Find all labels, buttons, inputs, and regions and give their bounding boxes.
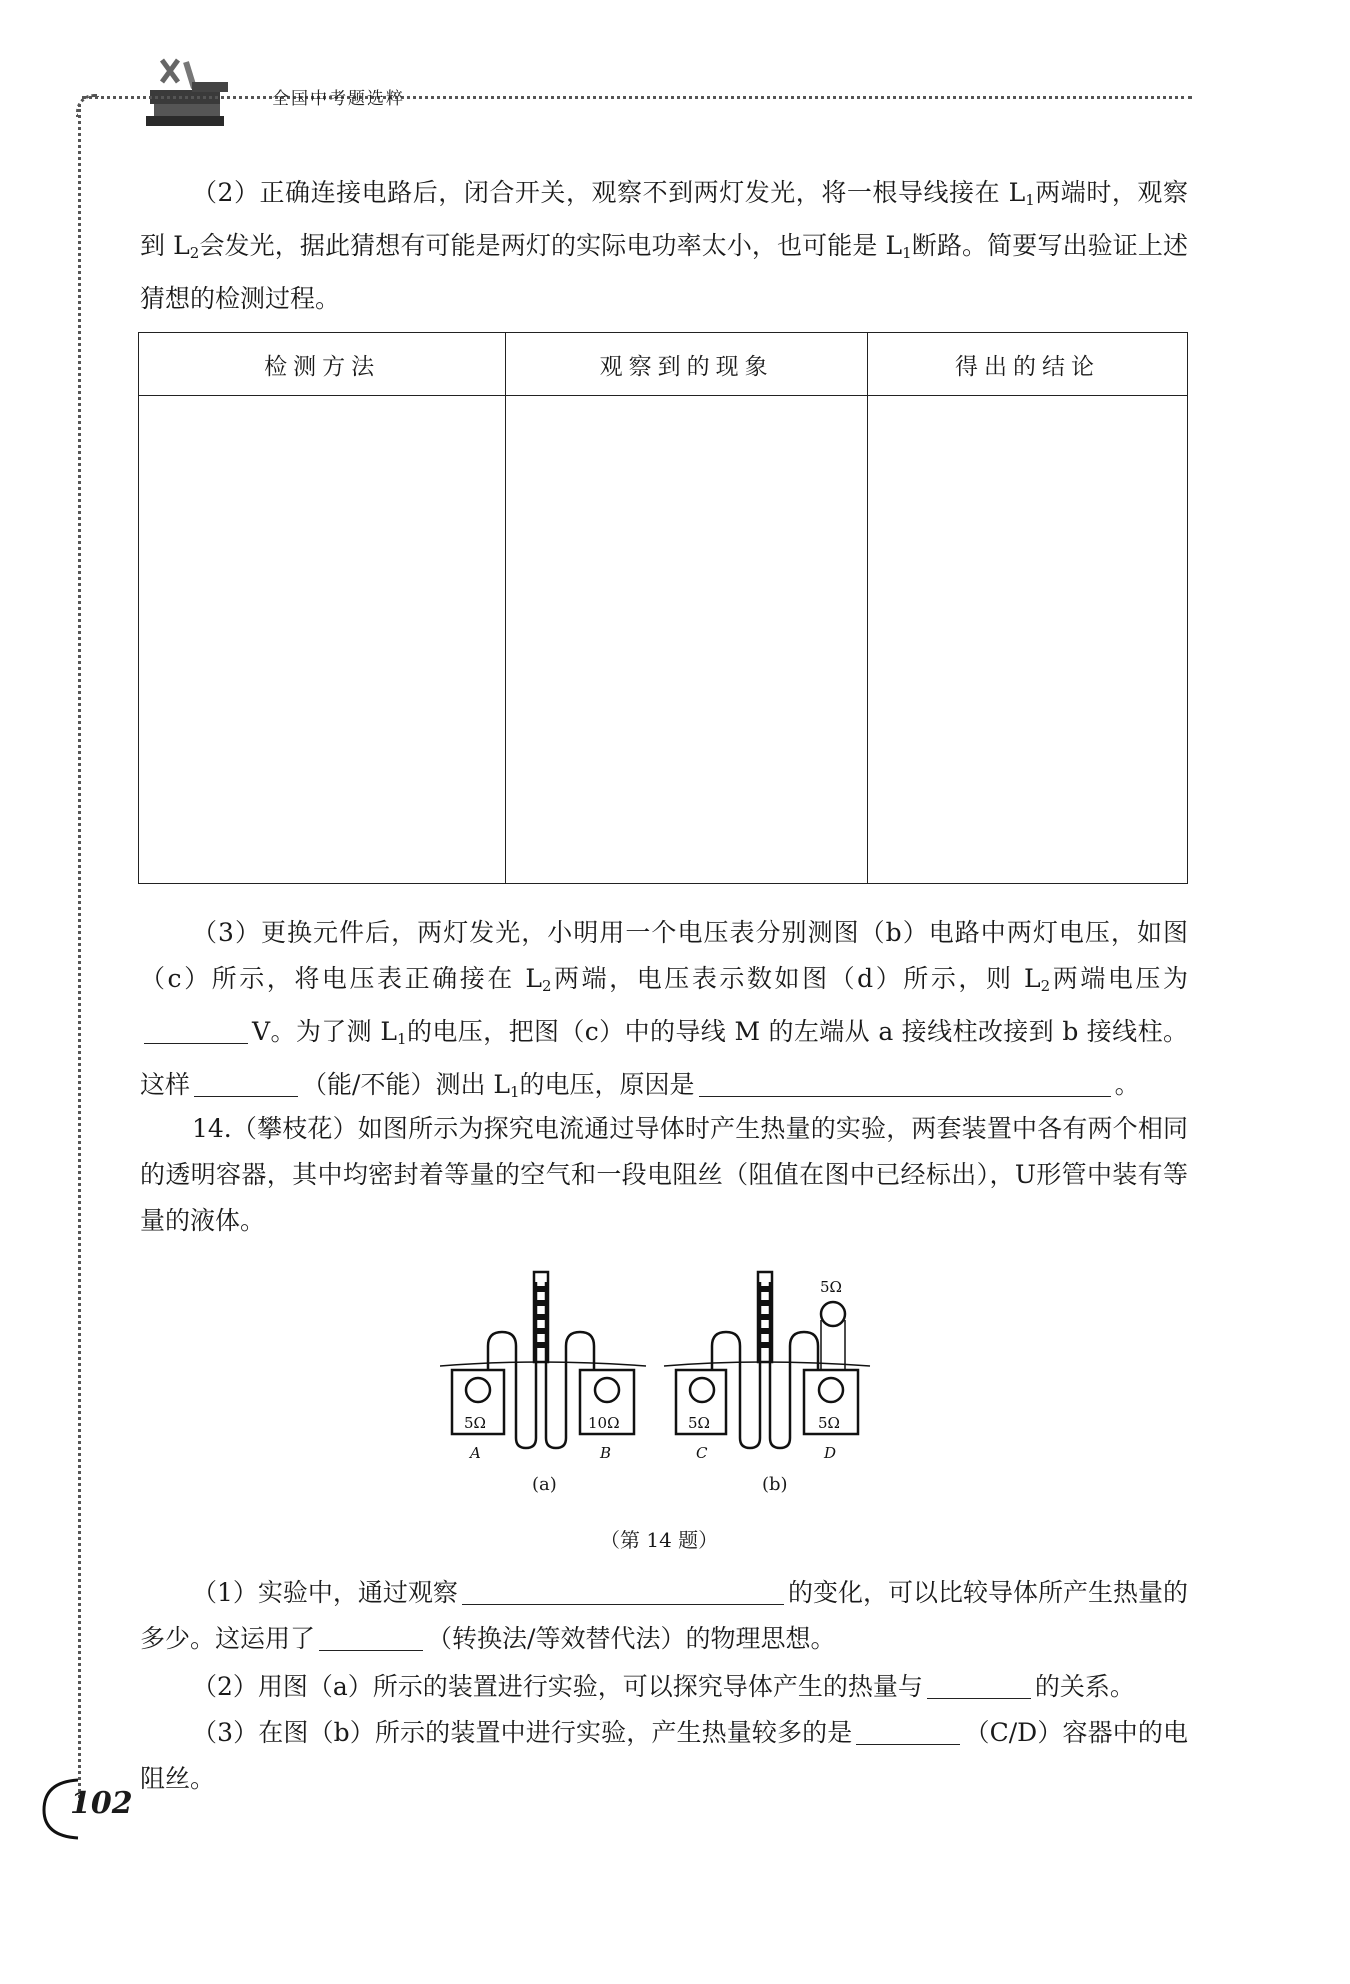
external-resistor-coil (821, 1302, 845, 1326)
text: （C/D）容器中的电阻丝。 (140, 1718, 1188, 1793)
column-header: 观察到的现象 (506, 333, 868, 396)
question-14-part-1 (140, 1570, 1188, 1662)
answer-blank-reason[interactable] (699, 1068, 1111, 1097)
answer-blank-relation[interactable] (927, 1670, 1031, 1699)
text: 验证上述猜想的检测过程。 (140, 231, 1188, 313)
answer-cell-method[interactable] (139, 396, 506, 884)
text: 。 (1114, 1070, 1140, 1099)
question-14-part-3 (140, 1710, 1188, 1802)
resistor-label: 5Ω (688, 1414, 710, 1432)
text: （3）在图（b）所示的装置中进行实验，产生热量较多的是 (192, 1718, 853, 1747)
answer-blank-voltage[interactable] (144, 1015, 248, 1044)
text: 的关系。 (1034, 1672, 1135, 1701)
resistor-label: 5Ω (820, 1278, 842, 1296)
table-row (139, 396, 1188, 884)
text: 会发光，据此猜想有可能是两灯的实际电功率太小，也可能是 L (199, 231, 903, 260)
text: 两端电压为 (1050, 964, 1188, 993)
u-tube-left (488, 1282, 536, 1448)
question-14-part-2 (140, 1664, 1188, 1710)
figure-caption: （第 14 题） (600, 1528, 719, 1552)
resistor-label: 5Ω (818, 1414, 840, 1432)
subscript: 1 (902, 244, 912, 262)
text: 两端时，观 (1034, 178, 1163, 207)
u-tube-left (712, 1282, 760, 1448)
resistor-label: 10Ω (588, 1414, 620, 1432)
resistor-coil (466, 1378, 490, 1402)
container-label: A (470, 1444, 481, 1462)
detection-table (138, 332, 1188, 884)
text: 的变化，可以比较导体所产生热量的多少。这运用了 (140, 1578, 1188, 1653)
text: （能/不能）测出 L (302, 1070, 510, 1099)
page-number: 102 (70, 1786, 133, 1821)
resistor-label: 5Ω (464, 1414, 486, 1432)
text: V。为了测 L (252, 1017, 398, 1046)
resistor-coil (819, 1378, 843, 1402)
subscript: 2 (541, 977, 552, 995)
question-13-part-3 (140, 910, 1188, 1115)
subscript: 1 (397, 1030, 407, 1048)
text: 两端，电压表示数如图（d）所示，则 L (551, 964, 1041, 993)
answer-cell-phenomenon[interactable] (506, 396, 868, 884)
text: 断路。简要写出 (911, 231, 1088, 260)
question-13-part-2 (140, 170, 1188, 322)
container-label: C (696, 1444, 708, 1462)
panel-label: (b) (762, 1474, 788, 1495)
panel-label: (a) (532, 1474, 557, 1495)
text: （2）正确连接电路后，闭合开关，观察不到两灯发光，将一根导线接在 L (192, 178, 1026, 207)
u-tube-right (546, 1282, 594, 1448)
joule-heating-apparatus-figure (440, 1262, 880, 1462)
answer-blank-method[interactable] (319, 1622, 423, 1651)
answer-blank-can-measure[interactable] (194, 1068, 298, 1097)
book-logo-icon (132, 52, 236, 128)
column-header: 得出的结论 (868, 333, 1188, 396)
header-title: 全国中考题选粹 (272, 89, 405, 109)
u-tube-right (770, 1282, 818, 1448)
subscript: 2 (1040, 977, 1051, 995)
resistor-coil (690, 1378, 714, 1402)
answer-blank-container[interactable] (856, 1716, 960, 1745)
container-label: D (824, 1444, 837, 1462)
table-header-row (139, 333, 1188, 396)
subscript: 1 (1025, 191, 1035, 209)
text: 的电压，把图（c）中的导线 M 的左端从 a 接线柱改接到 b 接线柱。这样 (140, 1017, 1188, 1099)
text: （3）更换元件后，两灯发光，小明用一个电压表分别测图（b）电路中两灯电压，如图（c）所示，将电压表正确接在 L (140, 918, 1188, 993)
answer-blank-observe[interactable] (462, 1576, 784, 1605)
header-rule (82, 96, 1192, 99)
text: （转换法/等效替代法）的物理思想。 (427, 1624, 836, 1653)
text: 察到 L (140, 178, 1188, 260)
text: 的电压，原因是 (519, 1070, 695, 1099)
container-label: B (600, 1444, 612, 1462)
subscript: 2 (189, 244, 200, 262)
text: （2）用图（a）所示的装置进行实验，可以探究导体产生的热量与 (192, 1672, 923, 1701)
resistor-coil (595, 1378, 619, 1402)
margin-rule (78, 104, 81, 1804)
subscript: 1 (510, 1083, 520, 1101)
question-14-intro: 14.（攀枝花）如图所示为探究电流通过导体时产生热量的实验，两套装置中各有两个相同的透明容器，其中均密封着等量的空气和一段电阻丝（阻值在图中已经标出），U形管中装有等量的液体。 (140, 1114, 1188, 1235)
answer-cell-conclusion[interactable] (868, 396, 1188, 884)
text: （1）实验中，通过观察 (192, 1578, 458, 1607)
column-header: 检测方法 (139, 333, 506, 396)
